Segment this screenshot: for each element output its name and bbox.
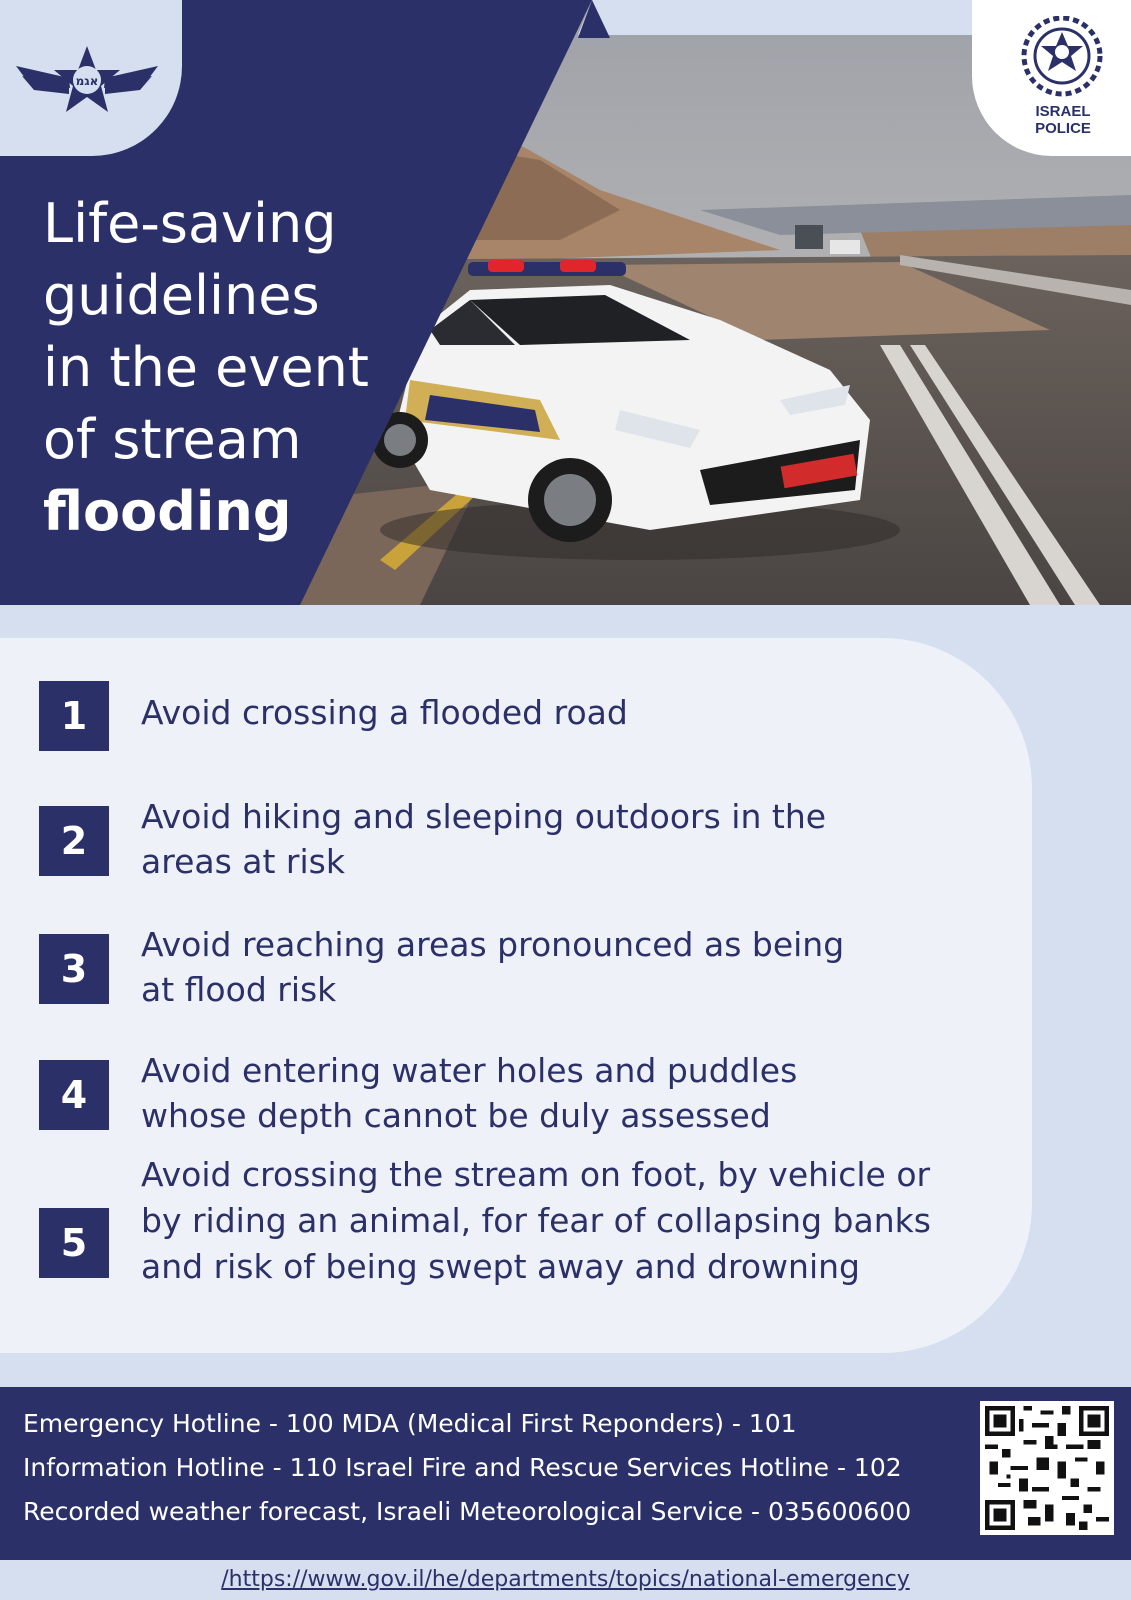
police-name-line-1: ISRAEL — [1035, 103, 1091, 120]
police-name-line-2: POLICE — [1035, 120, 1091, 137]
hero-banner — [0, 0, 1131, 605]
qr-code[interactable] — [980, 1401, 1114, 1535]
guideline-number: 2 — [39, 806, 109, 876]
police-emblem-icon — [1016, 16, 1108, 102]
qr-code-icon — [985, 1406, 1109, 1530]
title-line-1: Life-saving — [43, 192, 337, 255]
guideline-text: Avoid hiking and sleeping outdoors in the areas at risk — [141, 797, 827, 881]
guideline-text: Avoid crossing a flooded road — [141, 693, 628, 732]
guideline-number: 3 — [39, 934, 109, 1004]
winged-star-icon — [14, 44, 160, 120]
guideline-text: Avoid crossing the stream on foot, by vehicle or by riding an animal, for fear of collapsing banks and risk of being swept away and drowning — [141, 1155, 931, 1286]
title-line-2: guidelines — [43, 264, 320, 327]
page-title — [43, 188, 403, 548]
guideline-number: 1 — [39, 681, 109, 751]
hotlines-footer — [0, 1387, 1131, 1560]
guideline-text: Avoid reaching areas pronounced as being at flood risk — [141, 925, 845, 1009]
title-line-3: in the event — [43, 336, 369, 399]
guideline-number: 5 — [39, 1208, 109, 1278]
website-link[interactable]: /https://www.gov.il/he/departments/topics/national-emergency — [221, 1567, 910, 1592]
guideline-text: Avoid entering water holes and puddles whose depth cannot be duly assessed — [141, 1051, 798, 1135]
guideline-number: 4 — [39, 1060, 109, 1130]
svg-text:אגמ: אגמ — [75, 74, 99, 88]
hotline-information: Information Hotline - 110 Israel Fire and Rescue Services Hotline - 102 — [23, 1453, 902, 1482]
hotline-emergency: Emergency Hotline - 100 MDA (Medical First Reponders) - 101 — [23, 1409, 797, 1438]
guidelines-card — [0, 638, 1032, 1353]
title-line-4: of stream — [43, 408, 302, 471]
hotline-weather: Recorded weather forecast, Israeli Meteorological Service - 035600600 — [23, 1497, 912, 1526]
title-line-5: flooding — [43, 480, 292, 543]
police-name — [1010, 103, 1116, 137]
